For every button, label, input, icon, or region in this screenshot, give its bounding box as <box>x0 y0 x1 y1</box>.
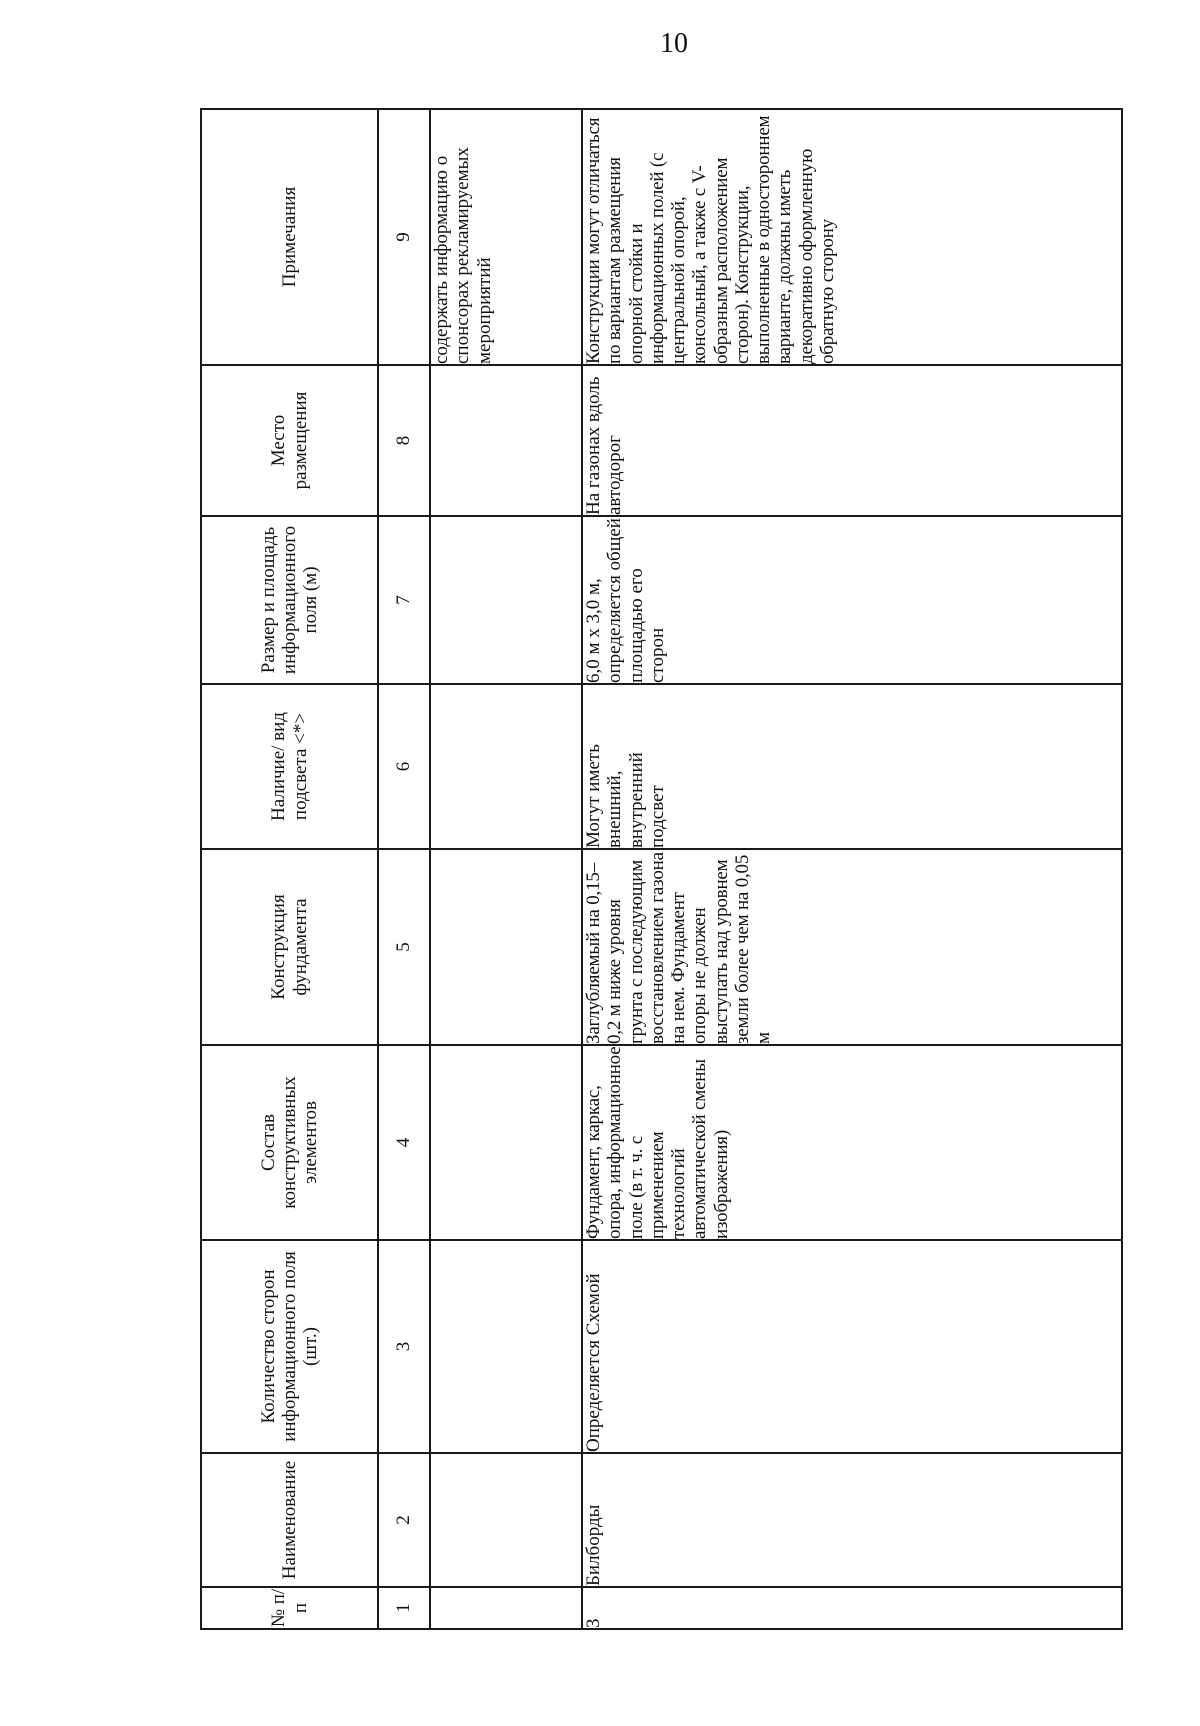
table-container <box>200 110 1113 1630</box>
header-components: Состав конструктивных элементов <box>201 1045 378 1240</box>
column-number: 5 <box>378 849 430 1045</box>
header-notes: Примечания <box>201 109 378 365</box>
cell-lighting <box>430 684 582 849</box>
column-number: 3 <box>378 1240 430 1453</box>
cell-sides-count: Определяется Схемой <box>582 1240 1122 1453</box>
header-sides-count: Количество сторон информационного поля (шт.) <box>201 1240 378 1453</box>
header-placement: Место размещения <box>201 365 378 516</box>
header-size-area: Размер и площадь информационного поля (м) <box>201 516 378 684</box>
cell-placement: На газонах вдоль автодорог <box>582 365 1122 516</box>
cell-components: Фундамент, каркас, опора, информационное поле (в т. ч. с применением технологий автоматической смены изображения) <box>582 1045 1122 1240</box>
table-row <box>430 109 582 1629</box>
header-name: Наименование <box>201 1453 378 1587</box>
column-number: 6 <box>378 684 430 849</box>
cell-notes: содержать информацию о спонсорах рекламируемых мероприятий <box>430 109 582 365</box>
column-number: 1 <box>378 1587 430 1629</box>
page-number: 10 <box>660 28 688 59</box>
table-header-row <box>201 109 378 1629</box>
cell-number: 3 <box>582 1587 1122 1629</box>
header-number: № п/п <box>201 1587 378 1629</box>
table-row <box>582 109 1122 1629</box>
cell-components <box>430 1045 582 1240</box>
cell-number <box>430 1587 582 1629</box>
column-number: 8 <box>378 365 430 516</box>
column-number: 7 <box>378 516 430 684</box>
cell-sides-count <box>430 1240 582 1453</box>
cell-lighting: Могут иметь внешний, внутренний подсвет <box>582 684 1122 849</box>
cell-notes: Конструкции могут отличаться по вариантам размещения опорной стойки и информационных полей (с центральной опорой, консольный, а также с V-образным расположением сторон). Конструкции, выполненные в одностороннем варианте, должны иметь декоративно оформленную обратную сторону <box>582 109 1122 365</box>
header-lighting: Наличие/ вид подсвета <*> <box>201 684 378 849</box>
cell-name <box>430 1453 582 1587</box>
column-number: 9 <box>378 109 430 365</box>
cell-foundation: Заглубляемый на 0,15–0,2 м ниже уровня грунта с последующим восстановлением газона на нем. Фундамент опоры не должен выступать над уровнем земли более чем на 0,05 м <box>582 849 1122 1045</box>
header-foundation: Конструкция фундамента <box>201 849 378 1045</box>
cell-size-area: 6,0 м x 3,0 м, определяется общей площадью его сторон <box>582 516 1122 684</box>
column-number: 2 <box>378 1453 430 1587</box>
cell-size-area <box>430 516 582 684</box>
cell-placement <box>430 365 582 516</box>
cell-foundation <box>430 849 582 1045</box>
cell-name: Билборды <box>582 1453 1122 1587</box>
column-number: 4 <box>378 1045 430 1240</box>
advertising-structures-table <box>200 108 1123 1630</box>
column-number-row <box>378 109 430 1629</box>
